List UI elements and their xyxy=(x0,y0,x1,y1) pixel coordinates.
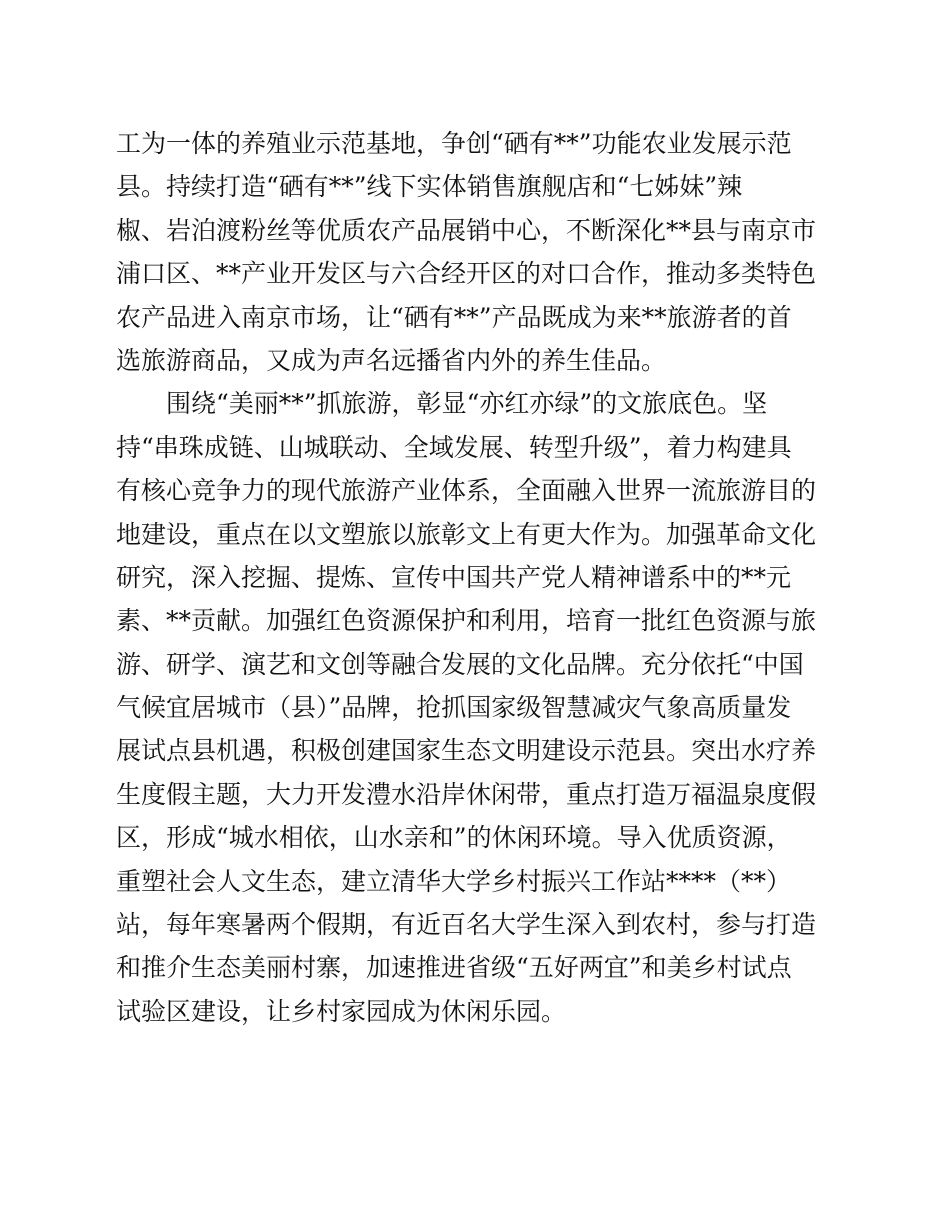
text-line: 站，每年寒暑两个假期，有近百名大学生深入到农村，参与打造 xyxy=(116,910,817,940)
text-line: 试验区建设，让乡村家园成为休闲乐园。 xyxy=(116,996,567,1026)
text-line: 气候宜居城市（县）”品牌，抢抓国家级智慧减灾气象高质量发 xyxy=(116,693,792,723)
text-line: 农产品进入南京市场，让“硒有**”产品既成为来**旅游者的首 xyxy=(116,302,792,332)
text-line: 围绕“美丽**”抓旅游，彰显“亦红亦绿”的文旅底色。坚 xyxy=(116,389,768,419)
text-line: 椒、岩泊渡粉丝等优质农产品展销中心，不断深化**县与南京市 xyxy=(116,215,817,245)
text-line: 县。持续打造“硒有**”线下实体销售旗舰店和“七姊妹”辣 xyxy=(116,172,743,202)
text-line: 展试点县机遇，积极创建国家生态文明建设示范县。突出水疗养 xyxy=(116,736,817,766)
text-line: 生度假主题，大力开发澧水沿岸休闲带，重点打造万福温泉度假 xyxy=(116,779,817,809)
text-line: 地建设，重点在以文塑旅以旅彰文上有更大作为。加强革命文化 xyxy=(116,519,817,549)
text-line: 持“串珠成链、山城联动、全域发展、转型升级”，着力构建具 xyxy=(116,432,792,462)
text-line: 重塑社会人文生态，建立清华大学乡村振兴工作站****（**） xyxy=(116,866,792,896)
text-line: 有核心竞争力的现代旅游产业体系，全面融入世界一流旅游目的 xyxy=(116,476,817,506)
text-line: 研究，深入挖掘、提炼、宣传中国共产党人精神谱系中的**元 xyxy=(116,562,792,592)
text-line: 素、**贡献。加强红色资源保护和利用，培育一批红色资源与旅 xyxy=(116,606,817,636)
text-line: 选旅游商品，又成为声名远播省内外的养生佳品。 xyxy=(116,345,667,375)
text-line: 区，形成“城水相依，山水亲和”的休闲环境。导入优质资源， xyxy=(116,823,792,853)
body-text xyxy=(116,122,836,1033)
text-line: 游、研学、演艺和文创等融合发展的文化品牌。充分依托“中国 xyxy=(116,649,804,679)
text-line: 浦口区、**产业开发区与六合经开区的对口合作，推动多类特色 xyxy=(116,259,817,289)
text-line: 工为一体的养殖业示范基地，争创“硒有**”功能农业发展示范 xyxy=(116,129,792,158)
text-line: 和推介生态美丽村寨，加速推进省级“五好两宜”和美乡村试点 xyxy=(116,953,792,983)
